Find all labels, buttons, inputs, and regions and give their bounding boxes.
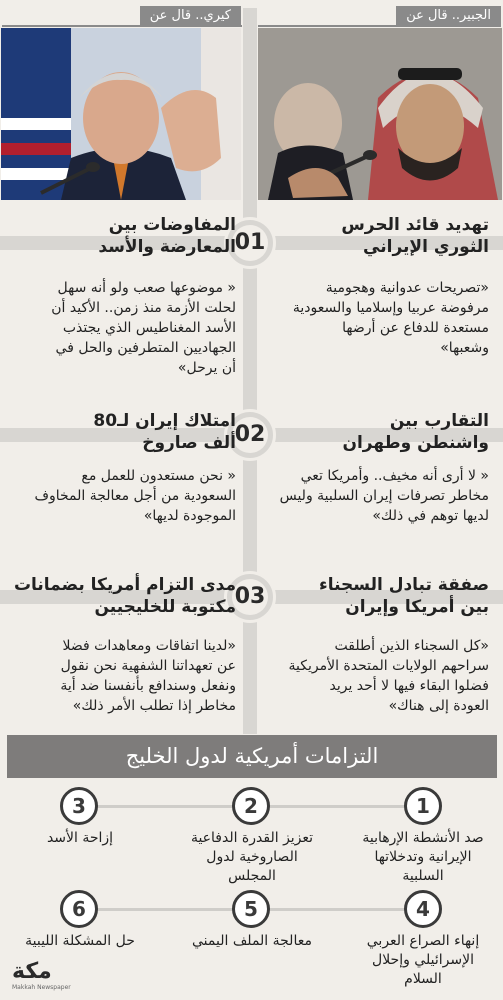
section-1-number: 01 xyxy=(224,217,276,269)
kerry-said-tab: كيري.. قال عن xyxy=(140,6,241,26)
kerry-photo xyxy=(1,28,241,200)
section-2-right-title: التقارب بين واشنطن وطهران xyxy=(342,411,489,453)
section-2-right-quote: « لا أرى أنه مخيف.. وأمريكا تعي مخاطر تصرفات إيران السلبية وليس لديها توهم في ذلك» xyxy=(279,468,489,524)
makkah-logo: مكة Makkah Newspaper xyxy=(12,959,71,991)
section-3-number: 03 xyxy=(224,571,276,623)
jubeir-said-tab: الجبير.. قال عن xyxy=(396,6,501,26)
section-2-left-title: امتلاك إيران لـ80 ألف صاروخ xyxy=(93,411,236,453)
left-header-rule xyxy=(2,25,242,27)
section-1-right-title: تهديد قائد الحرس الثوري الإيراني xyxy=(341,215,489,257)
right-header-rule xyxy=(258,25,501,27)
jubeir-photo xyxy=(258,28,502,200)
commitment-3-number: 3 xyxy=(60,787,98,825)
commitment-4-text: إنهاء الصراع العربي الإسرائيلي وإحلال السلام xyxy=(366,933,480,987)
section-1-right-quote: «تصريحات عدوانية وهجومية مرفوضة عربيا وإسلاميا والسعودية مستعدة للدفاع عن أرضها وشعبها» xyxy=(292,280,489,356)
commitment-6-number: 6 xyxy=(60,890,98,928)
commitment-2-text: تعزيز القدرة الدفاعية الصاروخية لدول المجلس xyxy=(190,830,314,884)
section-3-right-title: صفقة تبادل السجناء بين أمريكا وإيران xyxy=(319,575,489,617)
commitment-5-text: معالجة الملف اليمني xyxy=(192,933,312,949)
commitment-1-text: صد الأنشطة الإرهابية الإيرانية وتدخلاتها السلبية xyxy=(362,830,484,884)
section-3-right-quote: «كل السجناء الذين أطلقت سراحهم الولايات المتحدة الأمريكية فضلوا البقاء فيها لا أحد يريد العودة إلى هناك» xyxy=(288,638,489,714)
commitment-4-number: 4 xyxy=(404,890,442,928)
commitment-3-text: إزاحة الأسد xyxy=(46,830,114,846)
section-1-left-quote: « موضوعها صعب ولو أنه سهل لحلت الأزمة منذ زمن.. الأكيد أن الأسد المغناطيس الذي يجتذب الجهاديين المتطرفين والحل في أن يرحل» xyxy=(51,280,236,376)
center-divider xyxy=(243,8,257,734)
section-3-left-quote: «لدينا اتفاقات ومعاهدات فضلا عن تعهداتنا الشفهية نحن نقول ونفعل وسندافع بأنفسنا ضد أية مخاطر إذا تطلب الأمر ذلك» xyxy=(60,638,236,714)
commitment-5-number: 5 xyxy=(232,890,270,928)
commitment-2-number: 2 xyxy=(232,787,270,825)
commitment-6-text: حل المشكلة الليبية xyxy=(25,933,135,949)
section-2-number: 02 xyxy=(224,409,276,461)
section-1-left-title: المفاوضات بين المعارضة والأسد xyxy=(98,215,236,257)
commitments-title: التزامات أمريكية لدول الخليج xyxy=(7,735,497,778)
section-2-left-quote: « نحن مستعدون للعمل مع السعودية من أجل معالجة المخاوف الموجودة لديها» xyxy=(34,468,236,524)
section-3-left-title: مدى التزام أمريكا بضمانات مكتوبة للخليجيين xyxy=(13,575,236,617)
commitment-1-number: 1 xyxy=(404,787,442,825)
